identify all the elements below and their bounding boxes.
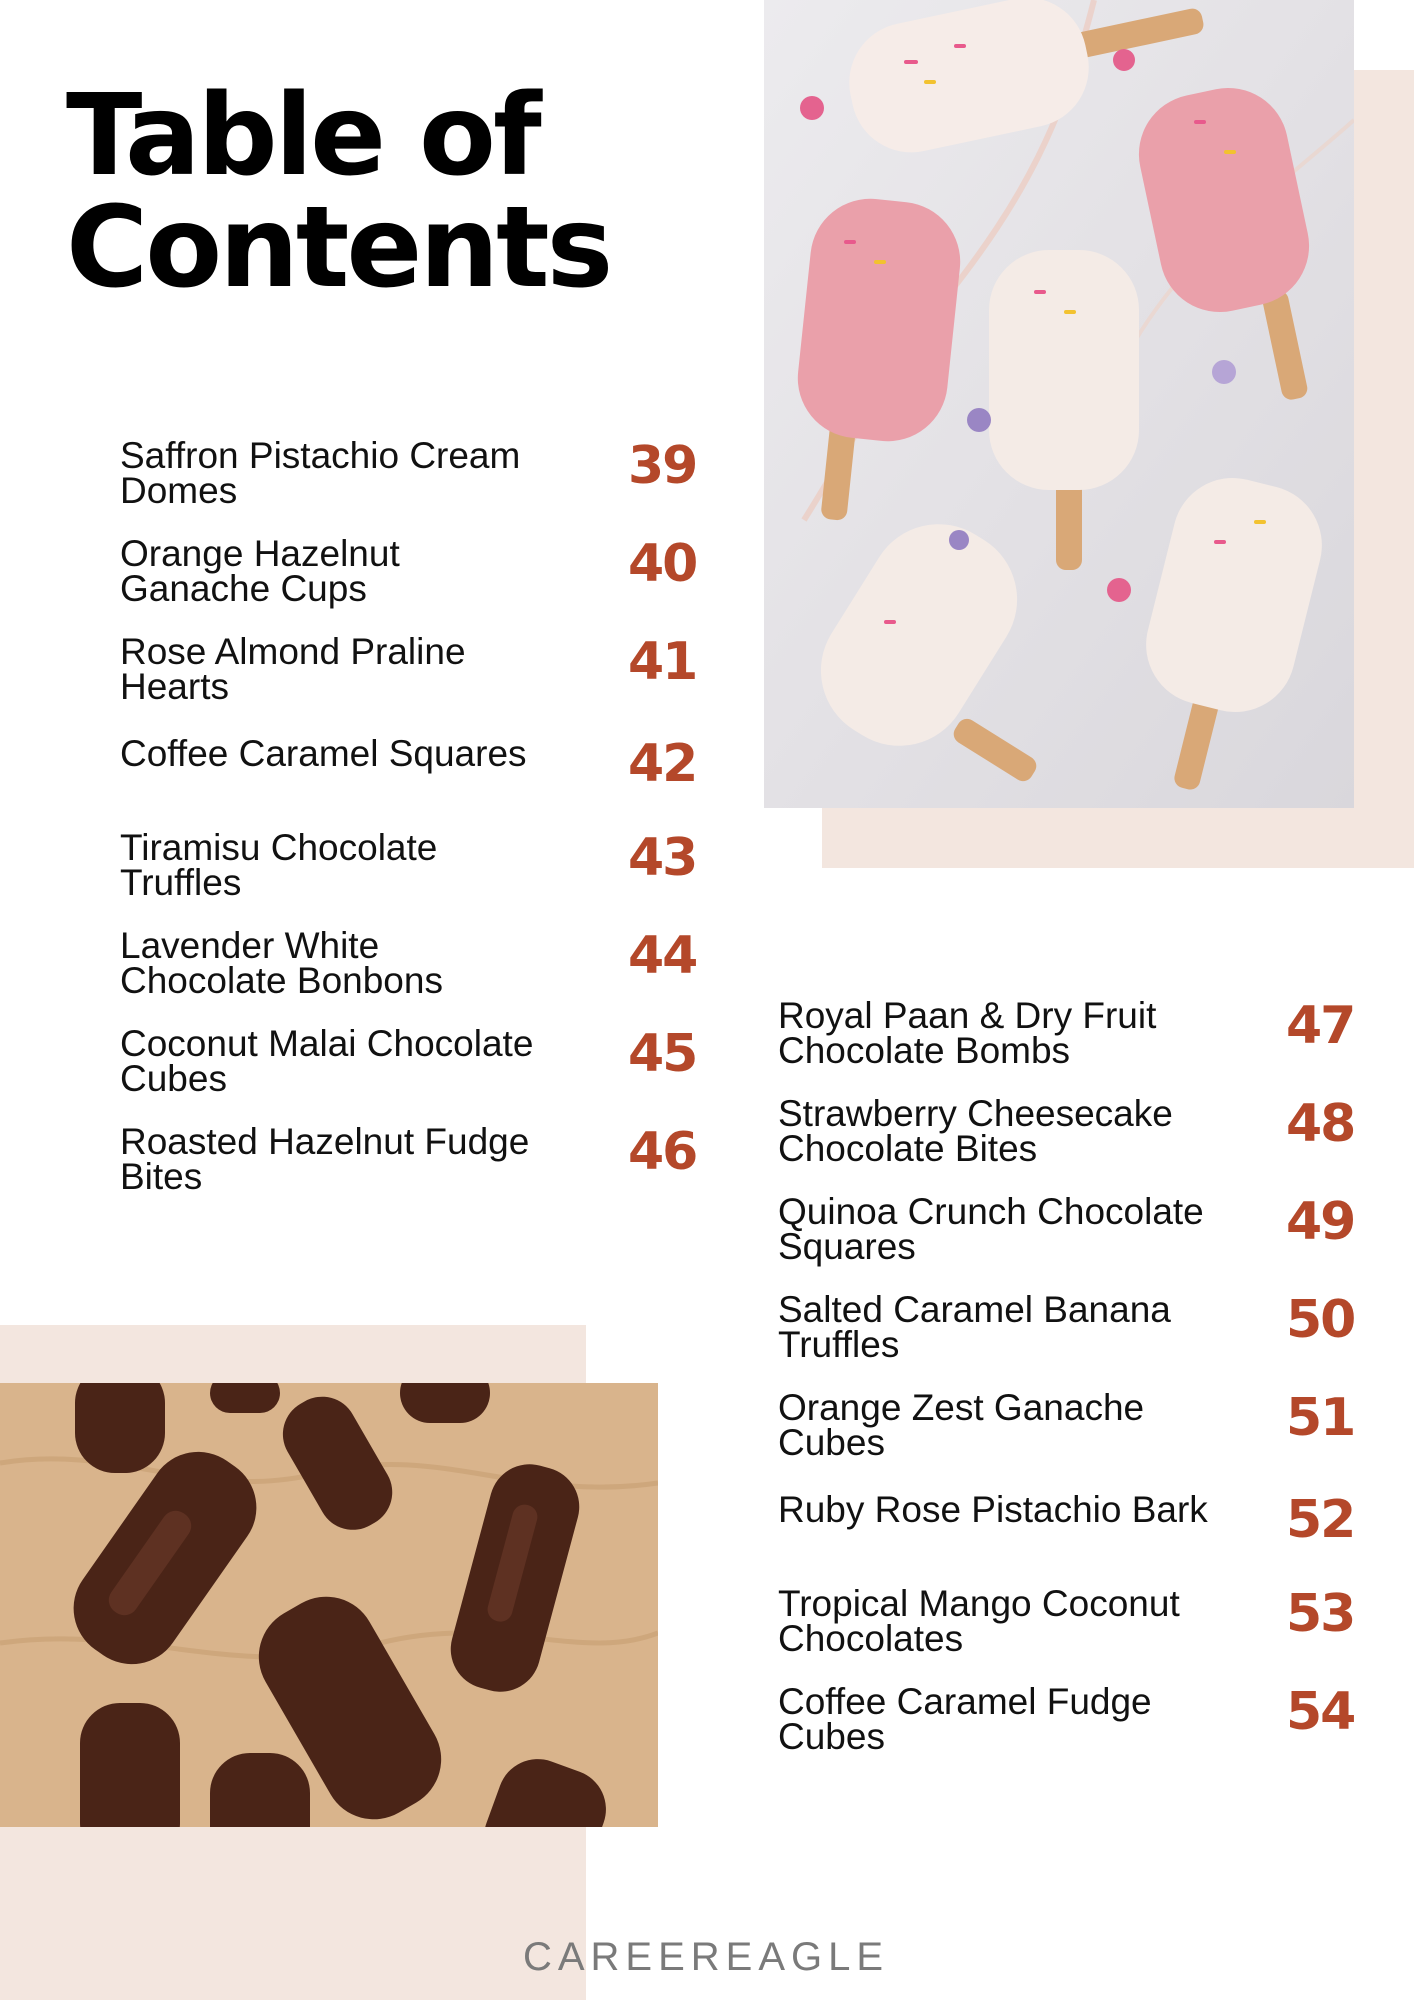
toc-entry-title: Saffron Pistachio Cream Domes — [120, 435, 521, 511]
toc-page-number: 44 — [628, 926, 697, 986]
toc-entry[interactable] — [778, 1191, 1360, 1292]
toc-entry[interactable] — [120, 827, 702, 928]
page-title — [66, 71, 611, 313]
toc-entry-title: Roasted Hazelnut Fudge Bites — [120, 1121, 530, 1197]
title-line-1: Table of — [66, 71, 539, 201]
toc-entry-title: Coffee Caramel Squares — [120, 733, 527, 774]
toc-entry-title: Orange Hazelnut Ganache Cups — [120, 533, 400, 609]
toc-page-number: 50 — [1286, 1290, 1355, 1350]
toc-entry-title: Lavender White Chocolate Bonbons — [120, 925, 443, 1001]
toc-entry[interactable] — [778, 1387, 1360, 1488]
toc-page-number: 43 — [628, 828, 697, 888]
toc-entry-title: Coconut Malai Chocolate Cubes — [120, 1023, 534, 1099]
toc-page-number: 51 — [1286, 1388, 1355, 1448]
chocolate-bars-photo — [0, 1383, 658, 1827]
toc-entry[interactable] — [120, 732, 702, 830]
title-line-2: Contents — [66, 183, 611, 313]
toc-entry[interactable] — [120, 1121, 702, 1222]
toc-page-number: 52 — [1286, 1490, 1355, 1550]
brand-logo-text: CAREEREAGLE — [522, 1935, 890, 1979]
toc-entry[interactable] — [778, 1093, 1360, 1194]
cakesicles-photo — [764, 0, 1354, 808]
toc-entry-title: Orange Zest Ganache Cubes — [778, 1387, 1145, 1463]
toc-entry[interactable] — [120, 533, 702, 634]
toc-page-number: 39 — [628, 436, 697, 496]
toc-page-number: 49 — [1286, 1192, 1355, 1252]
toc-entry[interactable] — [120, 435, 702, 536]
toc-entry-title: Coffee Caramel Fudge Cubes — [778, 1681, 1152, 1757]
toc-entry[interactable] — [778, 1289, 1360, 1390]
toc-entry[interactable] — [778, 1681, 1360, 1782]
toc-list-right — [778, 995, 1360, 1782]
toc-entry-title: Royal Paan & Dry Fruit Chocolate Bombs — [778, 995, 1157, 1071]
toc-entry-title: Rose Almond Praline Hearts — [120, 631, 466, 707]
toc-page-number: 48 — [1286, 1094, 1355, 1154]
toc-entry-title: Ruby Rose Pistachio Bark — [778, 1489, 1208, 1530]
toc-page-number: 40 — [628, 534, 697, 594]
toc-page-number: 54 — [1286, 1682, 1355, 1742]
toc-entry-title: Tropical Mango Coconut Chocolates — [778, 1583, 1180, 1659]
toc-page-number: 42 — [628, 734, 697, 794]
toc-page-number: 46 — [628, 1122, 697, 1182]
toc-list-left — [120, 435, 702, 1222]
toc-entry-title: Salted Caramel Banana Truffles — [778, 1289, 1171, 1365]
toc-page-number: 41 — [628, 632, 697, 692]
brand-logo — [516, 1935, 896, 1980]
toc-entry[interactable] — [120, 925, 702, 1026]
toc-entry-title: Strawberry Cheesecake Chocolate Bites — [778, 1093, 1173, 1169]
toc-entry[interactable] — [120, 631, 702, 732]
toc-entry-title: Quinoa Crunch Chocolate Squares — [778, 1191, 1204, 1267]
toc-entry[interactable] — [778, 1583, 1360, 1684]
toc-page-number: 45 — [628, 1024, 697, 1084]
toc-entry[interactable] — [120, 1023, 702, 1124]
toc-entry[interactable] — [778, 995, 1360, 1096]
toc-page-number: 53 — [1286, 1584, 1355, 1644]
toc-entry-title: Tiramisu Chocolate Truffles — [120, 827, 438, 903]
toc-page-number: 47 — [1286, 996, 1355, 1056]
toc-entry[interactable] — [778, 1488, 1360, 1586]
